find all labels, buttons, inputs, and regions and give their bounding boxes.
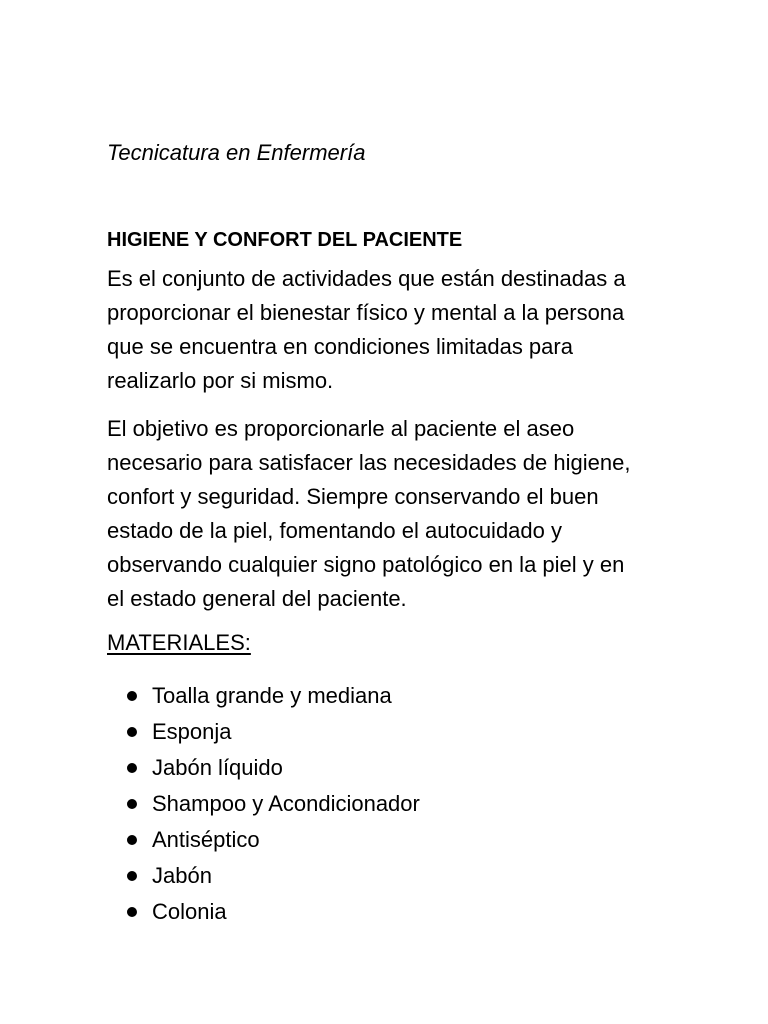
list-item-label: Jabón <box>152 863 212 888</box>
paragraph-objective <box>107 412 707 616</box>
list-item-label: Esponja <box>152 719 232 744</box>
list-item-label: Colonia <box>152 899 227 924</box>
list-item-label: Toalla grande y mediana <box>152 683 392 708</box>
bullet-icon <box>127 835 137 845</box>
paragraph-line: el estado general del paciente. <box>107 586 407 611</box>
list-item <box>127 822 707 858</box>
list-item <box>127 714 707 750</box>
bullet-icon <box>127 727 137 737</box>
list-item-label: Jabón líquido <box>152 755 283 780</box>
materials-list <box>127 678 707 930</box>
list-item <box>127 786 707 822</box>
list-item <box>127 750 707 786</box>
paragraph-line: estado de la piel, fomentando el autocuidado y <box>107 518 562 543</box>
document-page <box>107 138 707 930</box>
bullet-icon <box>127 907 137 917</box>
paragraph-line: observando cualquier signo patológico en la piel y en <box>107 552 625 577</box>
list-item <box>127 858 707 894</box>
paragraph-line: confort y seguridad. Siempre conservando el buen <box>107 484 599 509</box>
paragraph-definition <box>107 262 707 398</box>
section-heading: HIGIENE Y CONFORT DEL PACIENTE <box>107 229 463 251</box>
paragraph-line: que se encuentra en condiciones limitadas para <box>107 334 573 359</box>
subject-title: Tecnicatura en Enfermería <box>107 140 366 165</box>
paragraph-line: necesario para satisfacer las necesidades de higiene, <box>107 450 631 475</box>
paragraph-line: Es el conjunto de actividades que están destinadas a <box>107 266 626 291</box>
paragraph-line: realizarlo por si mismo. <box>107 368 334 393</box>
bullet-icon <box>127 799 137 809</box>
list-item-label: Antiséptico <box>152 827 260 852</box>
materials-title: MATERIALES: <box>107 630 251 655</box>
list-item-label: Shampoo y Acondicionador <box>152 791 420 816</box>
paragraph-line: proporcionar el bienestar físico y mental a la persona <box>107 300 625 325</box>
list-item <box>127 678 707 714</box>
bullet-icon <box>127 871 137 881</box>
bullet-icon <box>127 691 137 701</box>
bullet-icon <box>127 763 137 773</box>
list-item <box>127 894 707 930</box>
paragraph-line: El objetivo es proporcionarle al paciente el aseo <box>107 416 575 441</box>
